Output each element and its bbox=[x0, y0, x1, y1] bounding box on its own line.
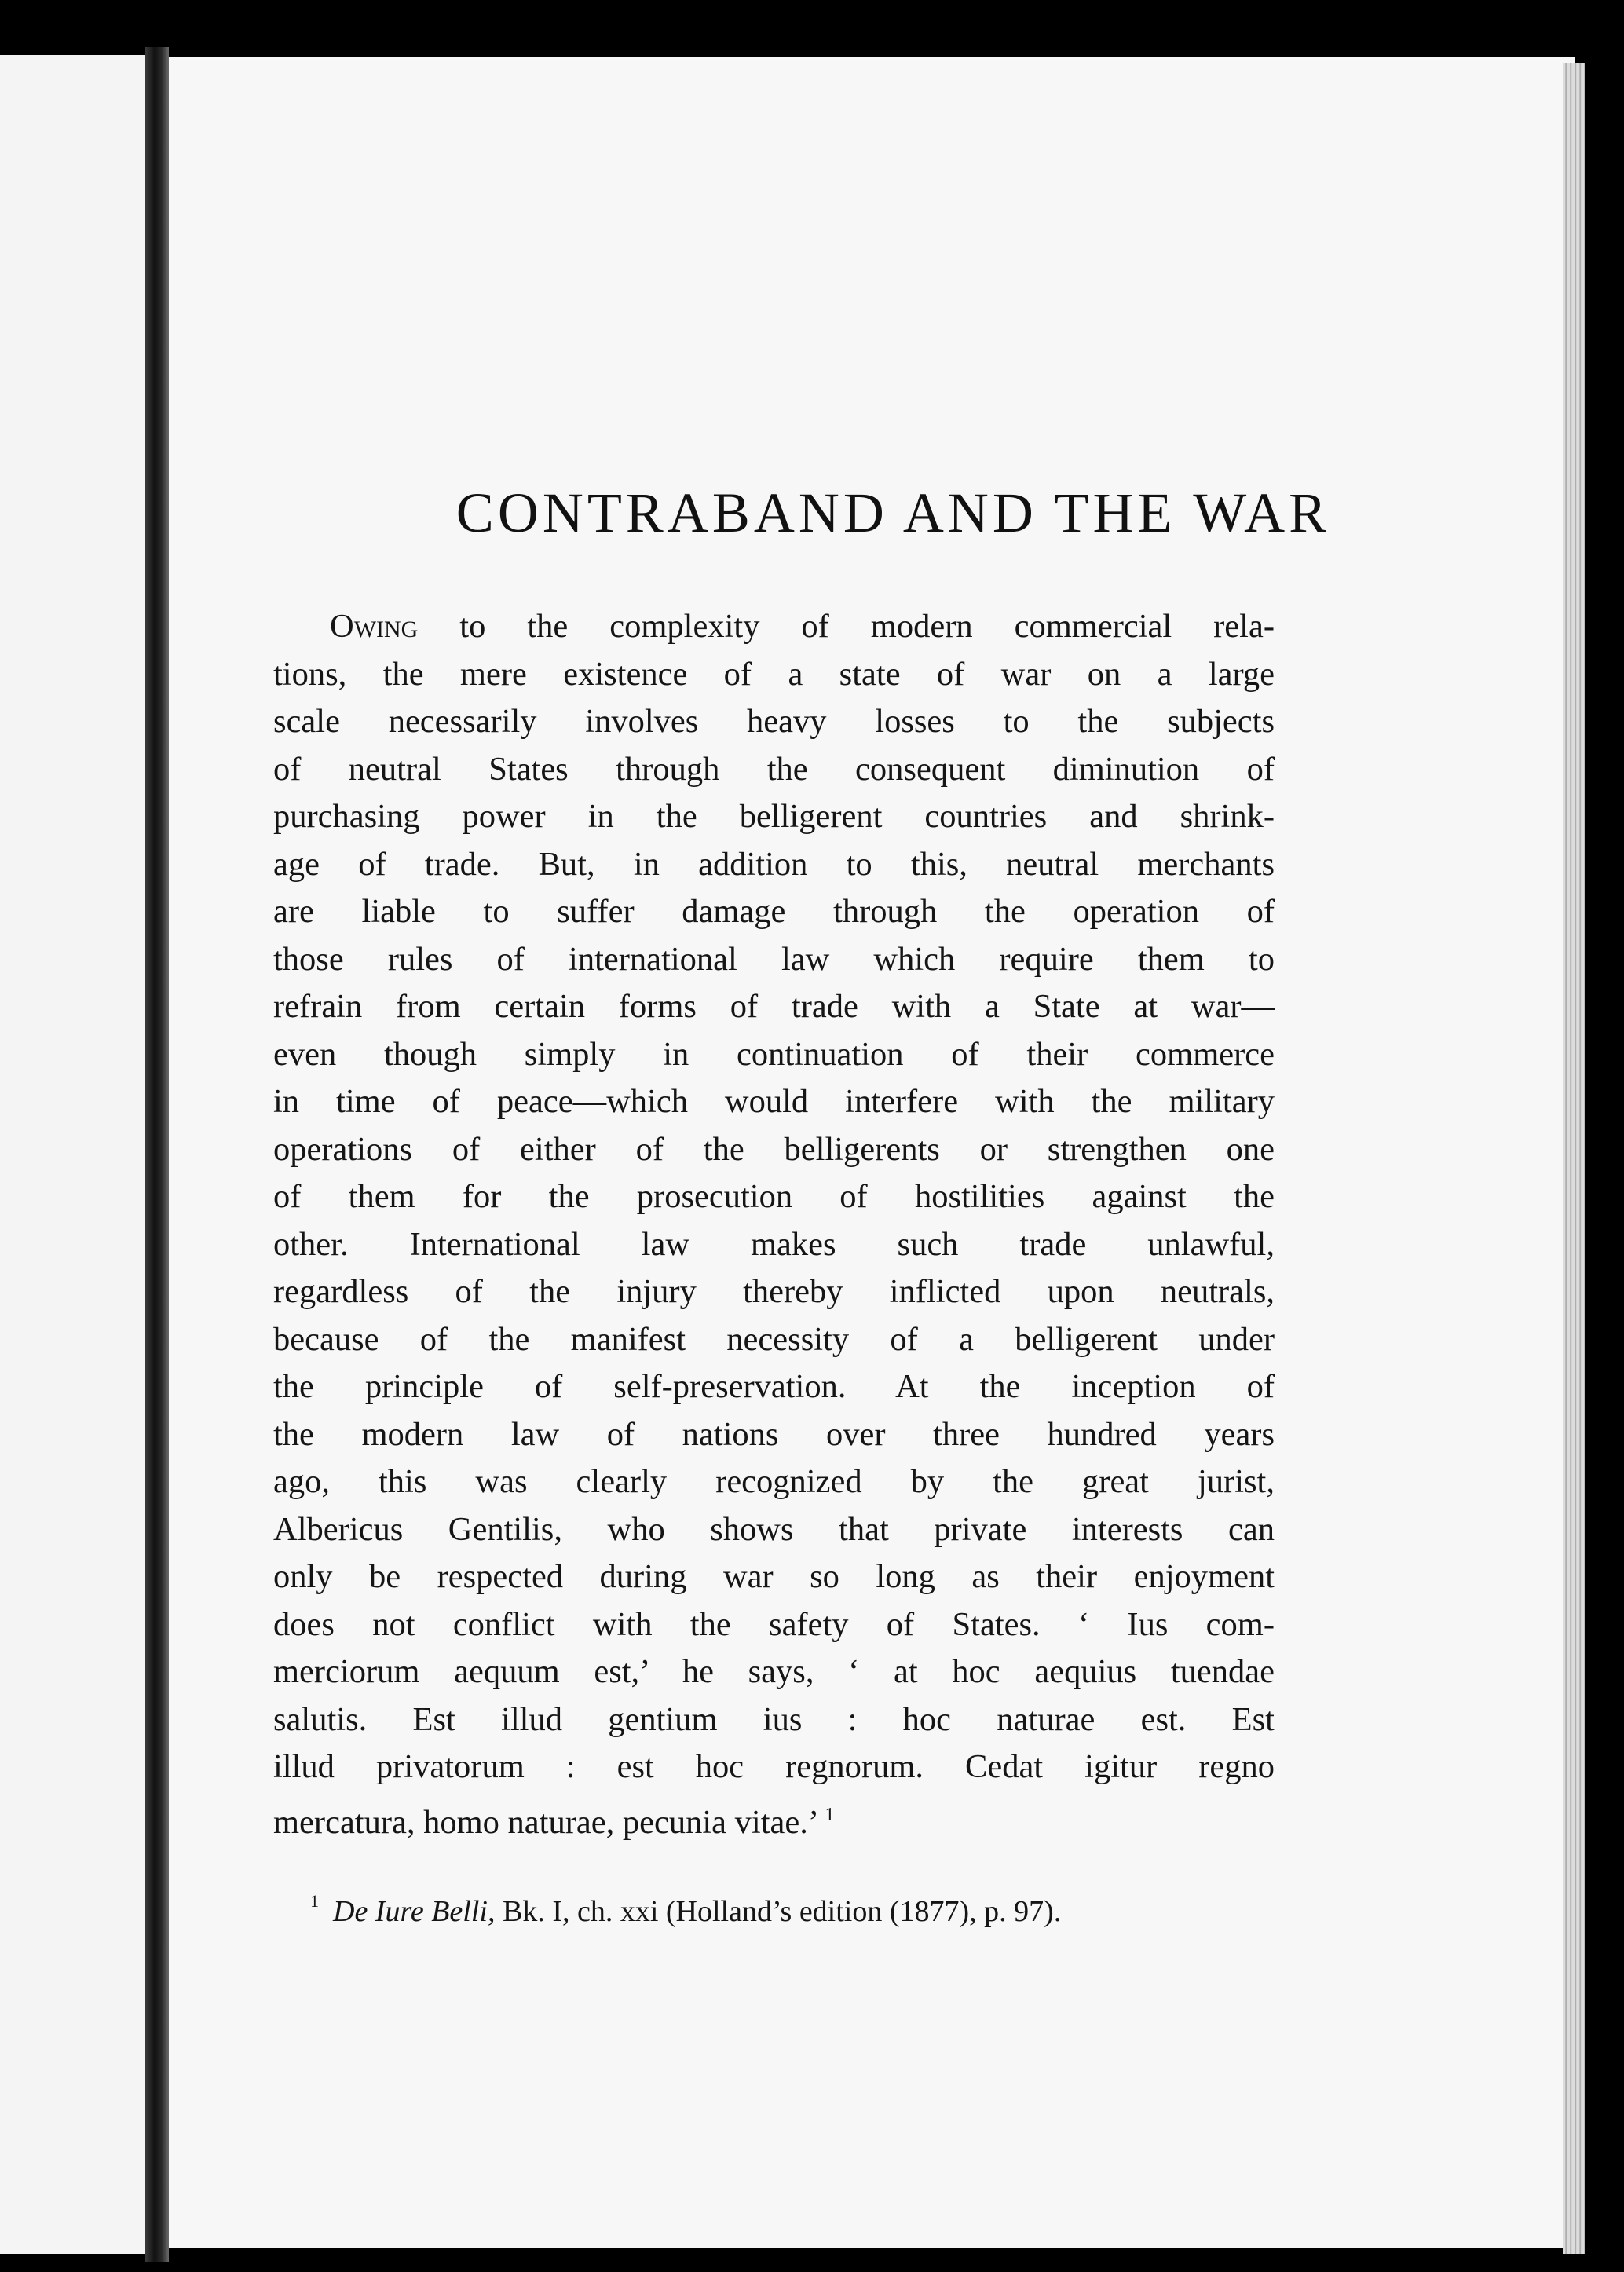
line-text: tions, the mere existence of a state of war on a large bbox=[273, 655, 1275, 693]
text-line bbox=[273, 1173, 1275, 1221]
text-line bbox=[273, 1078, 1275, 1126]
text-line bbox=[273, 1696, 1275, 1744]
text-line bbox=[273, 651, 1275, 699]
text-line bbox=[273, 1316, 1275, 1364]
line-text: salutis. Est illud gentium ius : hoc naturae est. Est bbox=[273, 1700, 1275, 1738]
line-text: age of trade. But, in addition to this, neutral merchants bbox=[273, 845, 1275, 883]
opening-word: Owing bbox=[330, 608, 419, 645]
text-line bbox=[273, 841, 1275, 889]
line-text: refrain from certain forms of trade with a State at war— bbox=[273, 988, 1275, 1025]
line-text: illud privatorum : est hoc regnorum. Cedat igitur regno bbox=[273, 1748, 1275, 1785]
line-text: the principle of self-preservation. At the inception of bbox=[273, 1368, 1275, 1405]
line-text: even though simply in continuation of their commerce bbox=[273, 1035, 1275, 1073]
book-gutter bbox=[145, 47, 169, 2262]
text-line bbox=[273, 746, 1275, 794]
line-text: only be respected during war so long as their enjoyment bbox=[273, 1558, 1275, 1595]
text-line bbox=[273, 603, 1275, 651]
footnote bbox=[310, 1891, 1292, 1929]
line-text: to the complexity of modern commercial rela- bbox=[418, 608, 1275, 645]
text-line bbox=[273, 1553, 1275, 1601]
line-text: operations of either of the belligerents or strengthen one bbox=[273, 1130, 1275, 1168]
footnote-reference: 1 bbox=[825, 1804, 835, 1825]
footnote-marker: 1 bbox=[310, 1891, 319, 1911]
line-text: other. International law makes such trade unlawful, bbox=[273, 1225, 1275, 1263]
facing-page-edge bbox=[0, 55, 149, 2254]
text-line bbox=[273, 1743, 1275, 1791]
text-line bbox=[273, 1458, 1275, 1506]
line-text: merciorum aequum est,’ he says, ‘ at hoc aequius tuendae bbox=[273, 1653, 1275, 1690]
line-text: does not conflict with the safety of States. ‘ Ius com- bbox=[273, 1605, 1275, 1643]
line-text: ago, this was clearly recognized by the great jurist, bbox=[273, 1463, 1275, 1500]
text-line bbox=[273, 698, 1275, 746]
footnote-citation: Bk. I, ch. xxi (Holland’s edition (1877), p. 97). bbox=[495, 1895, 1062, 1928]
text-line bbox=[273, 1126, 1275, 1174]
text-line bbox=[273, 1506, 1275, 1554]
chapter-title: CONTRABAND AND THE WAR bbox=[455, 481, 1331, 544]
line-text: the modern law of nations over three hundred years bbox=[273, 1415, 1275, 1453]
footnote-work-title: De Iure Belli, bbox=[333, 1895, 496, 1928]
line-text: scale necessarily involves heavy losses to the subjects bbox=[273, 703, 1275, 740]
text-line bbox=[273, 1221, 1275, 1269]
line-text: mercatura, homo naturae, pecunia vitae.’ bbox=[273, 1803, 817, 1841]
text-line bbox=[273, 1791, 1275, 1847]
line-text: of them for the prosecution of hostilities against the bbox=[273, 1178, 1275, 1215]
text-line bbox=[273, 1601, 1275, 1649]
text-line bbox=[273, 1031, 1275, 1079]
line-text: those rules of international law which require them to bbox=[273, 940, 1275, 978]
line-text: are liable to suffer damage through the operation of bbox=[273, 893, 1275, 930]
line-text: Albericus Gentilis, who shows that private interests can bbox=[273, 1510, 1275, 1548]
text-line bbox=[273, 936, 1275, 984]
line-text: in time of peace—which would interfere with the military bbox=[273, 1083, 1275, 1120]
text-line bbox=[273, 888, 1275, 936]
text-line bbox=[273, 983, 1275, 1031]
line-text: regardless of the injury thereby inflicted upon neutrals, bbox=[273, 1273, 1275, 1310]
text-line bbox=[273, 1411, 1275, 1459]
page-stack-edge bbox=[1563, 63, 1585, 2254]
line-text: because of the manifest necessity of a belligerent under bbox=[273, 1320, 1275, 1358]
line-text: of neutral States through the consequent diminution of bbox=[273, 750, 1275, 788]
text-line bbox=[273, 1268, 1275, 1316]
body-paragraph bbox=[273, 603, 1275, 1846]
text-line bbox=[273, 793, 1275, 841]
line-text: purchasing power in the belligerent countries and shrink- bbox=[273, 798, 1275, 835]
text-line bbox=[273, 1648, 1275, 1696]
text-line bbox=[273, 1363, 1275, 1411]
